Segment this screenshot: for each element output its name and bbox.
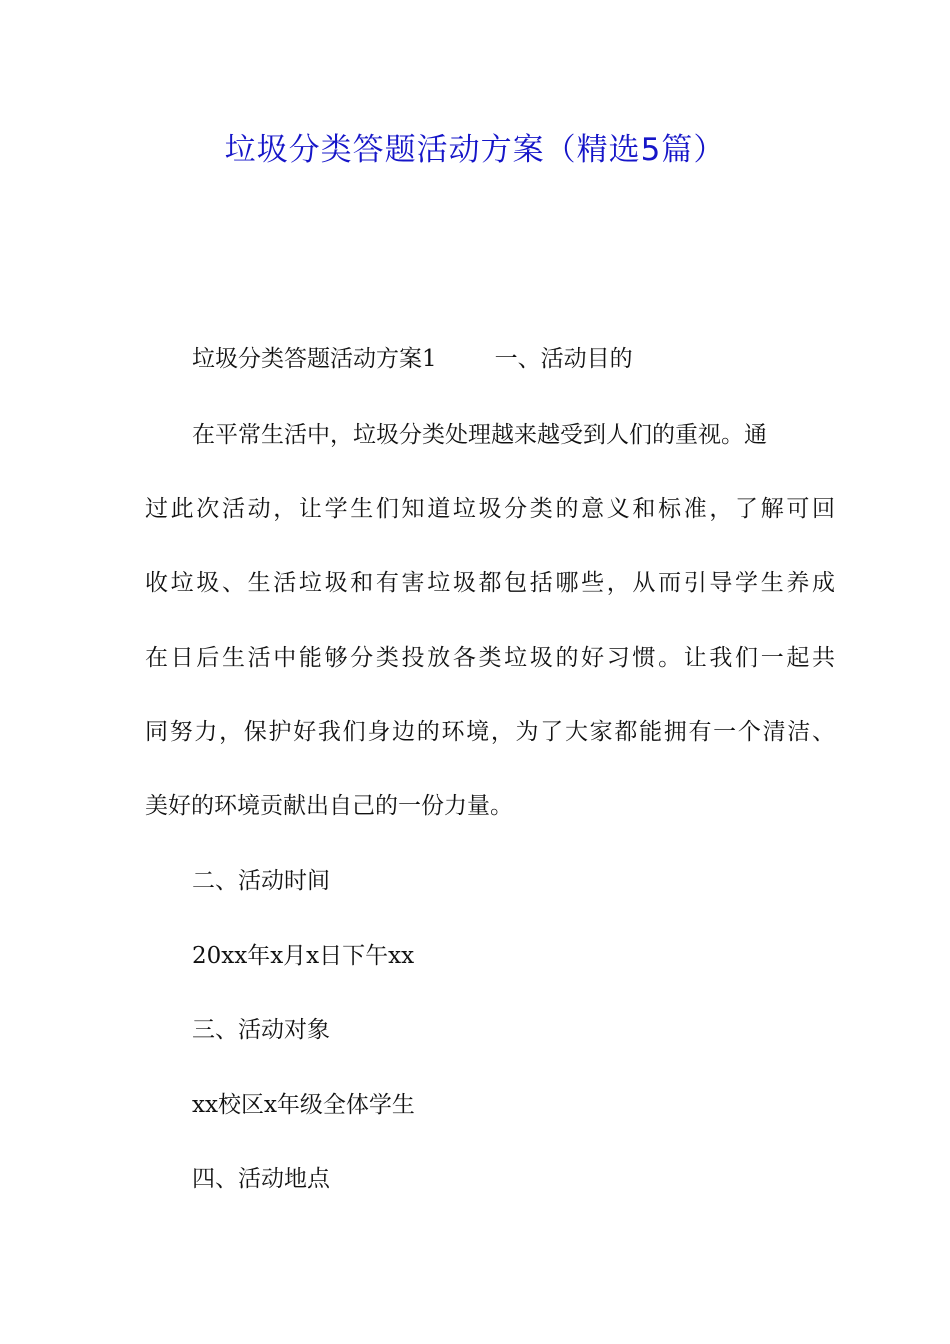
section-4-heading: 四、活动地点 (192, 1166, 330, 1192)
section-1-heading: 一、活动目的 (494, 346, 633, 372)
intro-line (192, 344, 633, 374)
section-3-value: xx校区x年级全体学生 (192, 1092, 415, 1118)
document-title: 垃圾分类答题活动方案（精选5篇） (224, 132, 726, 168)
paragraph-1-line-2: 过此次活动，让学生们知道垃圾分类的意义和标准，了解可回 (145, 496, 835, 522)
section-2-heading: 二、活动时间 (192, 868, 330, 894)
intro-heading: 垃圾分类答题活动方案1 (192, 346, 437, 372)
paragraph-1-line-4: 在日后生活中能够分类投放各类垃圾的好习惯。让我们一起共 (145, 645, 835, 671)
paragraph-1-line-6: 美好的环境贡献出自己的一份力量。 (145, 793, 513, 819)
paragraph-1-line-1: 在平常生活中，垃圾分类处理越来越受到人们的重视。通 (192, 422, 767, 448)
section-2-value: 20xx年x月x日下午xx (192, 943, 415, 969)
paragraph-1-line-3: 收垃圾、生活垃圾和有害垃圾都包括哪些，从而引导学生养成 (145, 570, 835, 596)
paragraph-1-line-5: 同努力，保护好我们身边的环境，为了大家都能拥有一个清洁、 (145, 719, 835, 745)
section-3-heading: 三、活动对象 (192, 1017, 330, 1043)
